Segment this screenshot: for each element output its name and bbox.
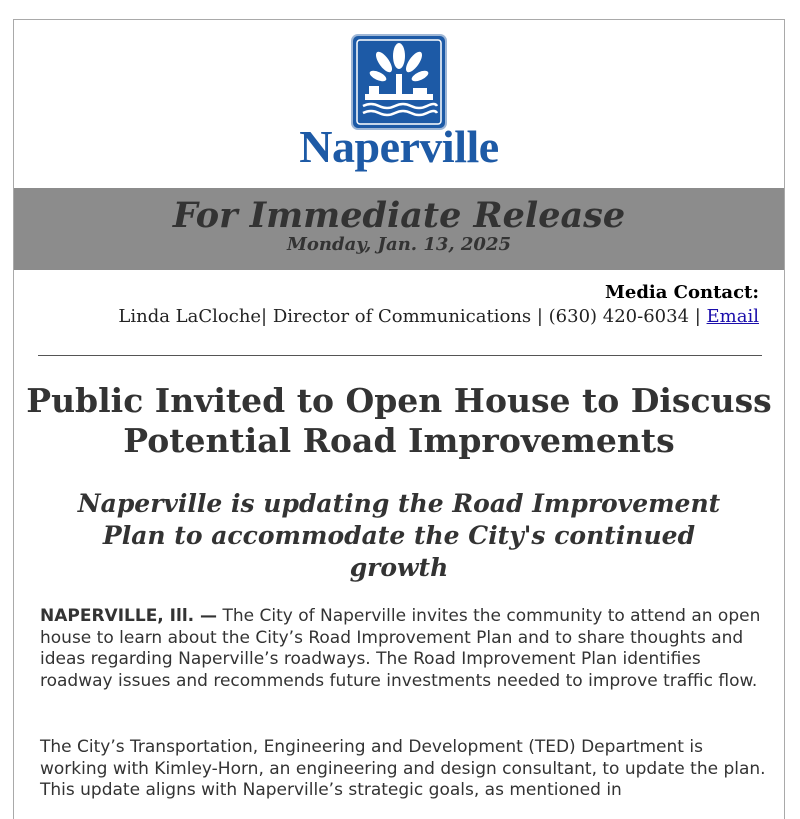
- contact-details-text: Linda LaCloche| Director of Communications | (630) 420-6034 |: [118, 306, 707, 327]
- article-paragraph-2: The City’s Transportation, Engineering and Development (TED) Department is working with Kimley-Horn, an engineering and design consultant, to update the plan. This update aligns with Naperville’s strategic goals, as mentioned in: [40, 737, 766, 800]
- article-subheadline: Naperville is updating the Road Improvement Plan to accommodate the City's continued growth: [77, 489, 721, 582]
- release-date: Monday, Jan. 13, 2025: [286, 234, 511, 255]
- press-release-frame: [13, 19, 785, 819]
- divider: [38, 355, 762, 356]
- naperville-tree-logo-icon: [351, 34, 447, 130]
- article-paragraph-1: [40, 606, 768, 692]
- dateline: NAPERVILLE, Ill. —: [40, 606, 218, 626]
- release-title: For Immediate Release: [172, 195, 626, 236]
- naperville-wordmark: Naperville: [299, 121, 499, 172]
- email-link[interactable]: Email: [706, 306, 759, 327]
- media-contact-details: [118, 306, 759, 327]
- logo-header: [14, 20, 784, 188]
- paragraph-1-text: The City of Naperville invites the community to attend an open house to learn about the City’s Road Improvement Plan and to share thoughts and ideas regarding Naperville’s roadways. The Road Improvement Plan identifies roadway issues and recommends future investments needed to improve traffic flow.: [40, 606, 761, 691]
- article-headline: Public Invited to Open House to Discuss Potential Road Improvements: [26, 381, 772, 460]
- media-contact-label: Media Contact:: [604, 282, 759, 303]
